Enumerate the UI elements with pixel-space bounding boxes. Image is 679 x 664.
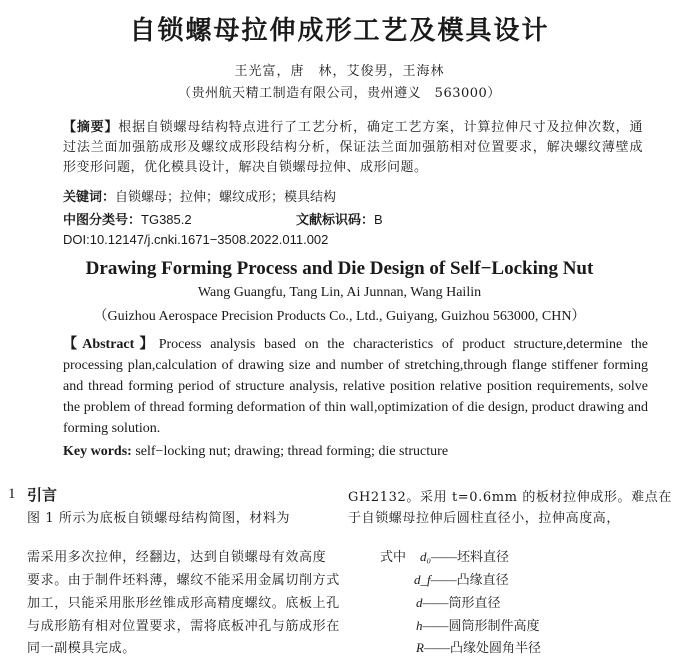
body-line: 需采用多次拉伸，经翻边，达到自锁螺母有效高度 bbox=[27, 550, 327, 565]
english-title: Drawing Forming Process and Die Design of Self−Locking Nut bbox=[85, 258, 594, 279]
doc-code-line bbox=[296, 209, 383, 228]
english-keywords-text: self−locking nut; drawing; thread forming; die structure bbox=[131, 444, 449, 459]
body-line: 与成形筋有相对位置要求，需将底板冲孔与筋成形在 bbox=[27, 619, 340, 634]
english-keywords bbox=[63, 444, 448, 460]
variable-desc: ——坯料直径 bbox=[431, 549, 510, 564]
body-line: 同一副模具完成。 bbox=[27, 641, 136, 656]
affiliation: （贵州航天精工制造有限公司，贵州遵义 563000） bbox=[178, 86, 501, 101]
variable-desc: ——圆筒形制件高度 bbox=[422, 618, 540, 633]
english-abstract-text: Process analysis based on the characteristics of product structure,determine the processing plan,calculation of drawing size and number of stretching,through flange stiffener forming and thread forming period of structure analysis, relative position relative position requirements, solve the problem of thread forming deformation of thin wall,optimization of die design, product drawing and forming solution. bbox=[63, 337, 648, 436]
abstract-label: 【摘要】 bbox=[63, 120, 119, 135]
variable-row bbox=[416, 592, 501, 611]
clc-line bbox=[63, 209, 192, 228]
body-line: 于自锁螺母拉伸后圆柱直径小，拉伸高度高， bbox=[348, 511, 621, 526]
variable-row bbox=[420, 546, 509, 565]
doc-code-label: 文献标识码： bbox=[296, 213, 375, 228]
authors: 王光富，唐 林，艾俊男，王海林 bbox=[234, 64, 445, 79]
clc-label: 中图分类号： bbox=[63, 213, 142, 228]
doc-code-value: B bbox=[374, 212, 383, 227]
section-title: 引言 bbox=[27, 486, 58, 504]
body-line: 要求。由于制件坯料薄，螺纹不能采用金属切削方式 bbox=[27, 573, 340, 588]
keywords-text: 自锁螺母；拉伸；螺纹成形；模具结构 bbox=[115, 190, 337, 205]
english-abstract bbox=[63, 334, 648, 439]
variable-desc: ——筒形直径 bbox=[422, 595, 501, 610]
variable-row bbox=[414, 569, 509, 588]
english-abstract-label: 【Abstract】 bbox=[63, 337, 159, 352]
english-keywords-label: Key words: bbox=[63, 444, 132, 459]
abstract-text: 根据自锁螺母结构特点进行了工艺分析，确定工艺方案，计算拉伸尺寸及拉伸次数，通过法兰面加强筋成形及螺纹成形段结构分析，保证法兰面加强筋相对位置要求，解决螺纹薄壁成形变形问题，优化模具设计，解决自锁螺母拉伸、成形问题。 bbox=[63, 120, 643, 175]
paper-title: 自锁螺母拉伸成形工艺及模具设计 bbox=[129, 16, 550, 46]
variable-row bbox=[416, 637, 541, 656]
body-line: 图 1 所示为底板自锁螺母结构简图，材料为 bbox=[27, 511, 291, 526]
variable-desc: ——凸缘处圆角半径 bbox=[423, 640, 541, 655]
variable-symbol: d bbox=[416, 595, 423, 610]
chinese-abstract bbox=[63, 118, 643, 178]
clc-value: TG385.2 bbox=[141, 212, 192, 227]
doi: DOI:10.12147/j.cnki.1671−3508.2022.011.002 bbox=[63, 232, 329, 247]
variable-symbol: d₀ bbox=[420, 549, 432, 564]
english-affiliation: （Guizhou Aerospace Precision Products Co., Ltd., Guiyang, Guizhou 563000, CHN） bbox=[93, 309, 586, 324]
keywords-cn bbox=[63, 186, 336, 205]
section-number: 1 bbox=[8, 486, 16, 502]
variable-symbol: R bbox=[416, 640, 424, 655]
keywords-label: 关键词： bbox=[63, 190, 116, 205]
variable-symbol: h bbox=[416, 618, 423, 633]
variable-desc: ——凸缘直径 bbox=[430, 572, 509, 587]
variable-row bbox=[416, 615, 540, 634]
body-line: 加工，只能采用胀形丝锥成形高精度螺纹。底板上孔 bbox=[27, 596, 340, 611]
variable-symbol: d_f bbox=[414, 572, 431, 587]
english-authors: Wang Guangfu, Tang Lin, Ai Junnan, Wang Hailin bbox=[197, 285, 482, 300]
body-line: GH2132。采用 t=0.6mm 的板材拉伸成形。难点在 bbox=[348, 490, 672, 505]
where-label: 式中 bbox=[380, 550, 407, 565]
